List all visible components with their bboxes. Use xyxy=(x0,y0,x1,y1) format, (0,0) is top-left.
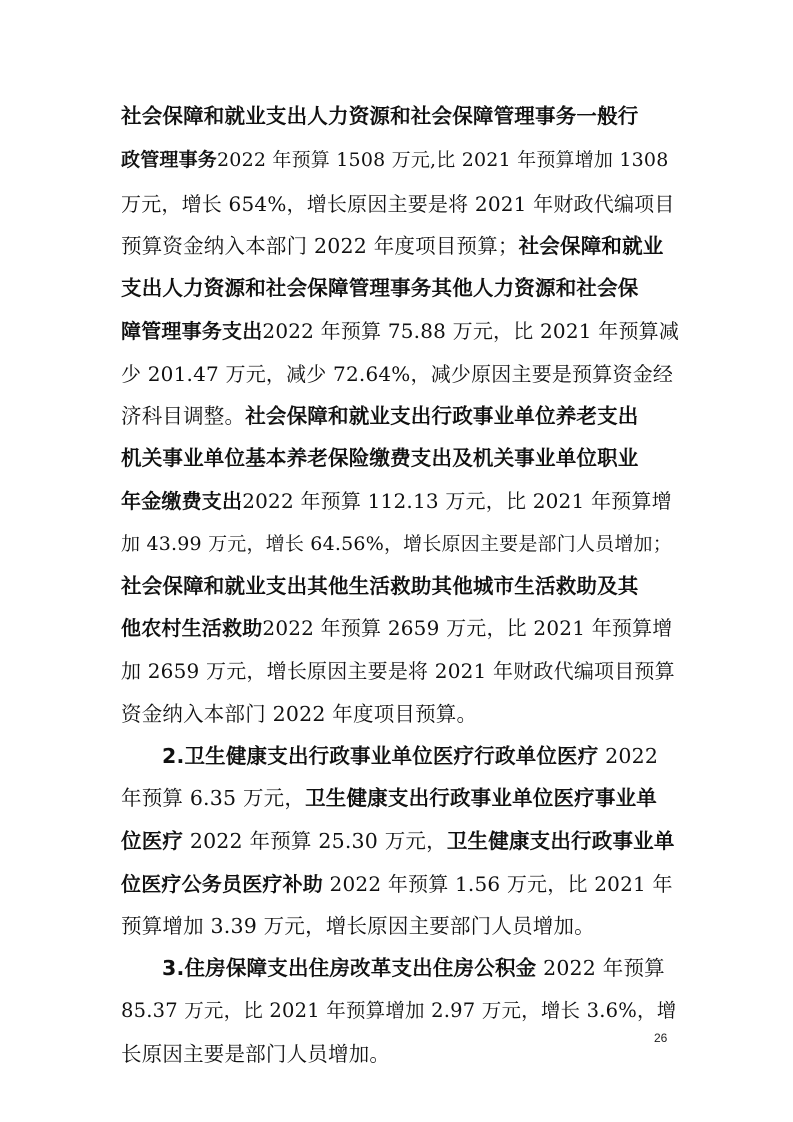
bold-heading-text: 社会保障和就业支出行政事业单位养老支出 xyxy=(245,404,639,428)
paragraph-line xyxy=(121,651,681,691)
body-text: 2022 年预算 75.88 万元，比 2021 年预算减 xyxy=(262,319,680,343)
paragraph-line xyxy=(121,864,681,904)
body-text: 2022 年预算 xyxy=(536,956,665,980)
paragraph-line xyxy=(121,821,681,861)
page-number: 26 xyxy=(654,1031,668,1045)
body-text: 加 43.99 万元，增长 64.56%，增长原因主要是部门人员增加； xyxy=(121,533,672,555)
body-text: 长原因主要是部门人员增加。 xyxy=(121,1042,391,1066)
body-text: 万元，增长 654%，增长原因主要是将 2021 年财政代编项目 xyxy=(121,192,675,216)
body-text: 2022 xyxy=(598,744,659,768)
bold-heading-text: 3.住房保障支出住房改革支出住房公积金 xyxy=(162,956,537,980)
body-text: 预算资金纳入本部门 2022 年度项目预算； xyxy=(121,234,519,258)
paragraph-line xyxy=(121,354,681,394)
bold-heading-text: 位医疗 xyxy=(121,829,184,853)
body-text: 年预算 6.35 万元， xyxy=(121,786,306,810)
body-text: 济科目调整。 xyxy=(121,404,246,428)
paragraph-line xyxy=(121,906,681,946)
paragraph-line xyxy=(121,96,681,136)
body-text: 少 201.47 万元，减少 72.64%，减少原因主要是预算资金经 xyxy=(121,362,674,386)
paragraph-line xyxy=(162,948,681,988)
paragraph-line xyxy=(121,268,681,308)
body-text: 2022 年预算 2659 万元，比 2021 年预算增 xyxy=(262,616,673,640)
bold-heading-text: 卫生健康支出行政事业单 xyxy=(446,829,675,853)
bold-heading-text: 机关事业单位基本养老保险缴费支出及机关事业单位职业 xyxy=(121,446,639,470)
paragraph-line xyxy=(121,608,681,648)
body-text: 2022 年预算 112.13 万元，比 2021 年预算增 xyxy=(242,489,672,513)
paragraph-line xyxy=(121,991,681,1031)
paragraph-line xyxy=(162,736,681,776)
bold-heading-text: 年金缴费支出 xyxy=(121,489,243,513)
body-text: 加 2659 万元，增长原因主要是将 2021 年财政代编项目预算 xyxy=(121,659,675,683)
paragraph-line xyxy=(121,1034,681,1074)
paragraph-line xyxy=(121,140,681,180)
bold-heading-text: 社会保障和就业 xyxy=(518,234,664,258)
bold-heading-text: 他农村生活救助 xyxy=(121,616,263,640)
bold-heading-text: 2.卫生健康支出行政事业单位医疗行政单位医疗 xyxy=(162,744,599,768)
bold-heading-text: 卫生健康支出行政事业单位医疗事业单 xyxy=(305,786,657,810)
body-text: 2022 年预算 1.56 万元，比 2021 年 xyxy=(323,872,673,896)
bold-heading-text: 支出人力资源和社会保障管理事务其他人力资源和社会保 xyxy=(121,276,639,300)
paragraph-line xyxy=(121,524,681,564)
paragraph-line xyxy=(121,566,681,606)
paragraph-line xyxy=(121,396,681,436)
paragraph-line xyxy=(121,184,681,224)
bold-heading-text: 位医疗公务员医疗补助 xyxy=(121,872,323,896)
paragraph-line xyxy=(121,778,681,818)
paragraph-line xyxy=(121,438,681,478)
body-text: 2022 年预算 25.30 万元， xyxy=(183,829,447,853)
bold-heading-text: 社会保障和就业支出人力资源和社会保障管理事务一般行 xyxy=(121,104,639,128)
paragraph-line xyxy=(121,226,681,266)
body-text: 85.37 万元，比 2021 年预算增加 2.97 万元，增长 3.6%，增 xyxy=(121,999,677,1022)
paragraph-line xyxy=(121,694,681,734)
bold-heading-text: 社会保障和就业支出其他生活救助其他城市生活救助及其 xyxy=(121,574,639,598)
paragraph-line xyxy=(121,481,681,521)
body-text: 预算增加 3.39 万元，增长原因主要部门人员增加。 xyxy=(121,914,595,938)
paragraph-line xyxy=(121,311,681,351)
bold-heading-text: 政管理事务 xyxy=(121,149,218,171)
bold-heading-text: 障管理事务支出 xyxy=(121,319,263,343)
body-text: 资金纳入本部门 2022 年度项目预算。 xyxy=(121,702,478,726)
body-text: 2022 年预算 1508 万元,比 2021 年预算增加 1308 xyxy=(217,149,669,171)
